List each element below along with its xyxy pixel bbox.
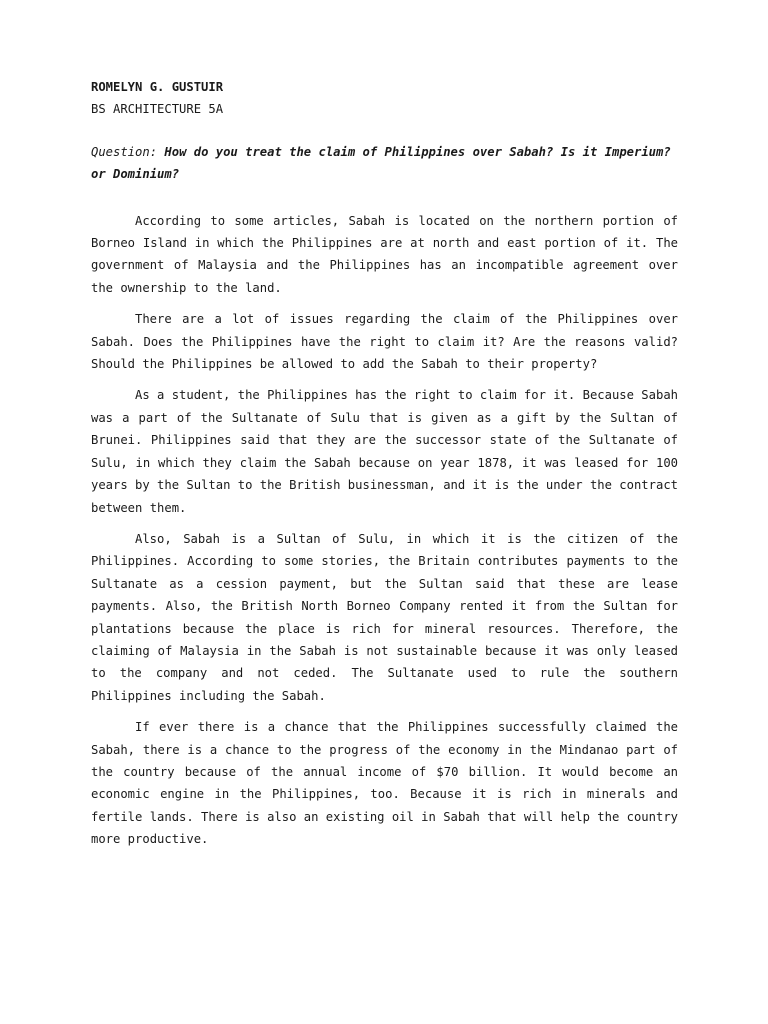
paragraph: According to some articles, Sabah is located on the northern portion of Borneo Island in which the Philippines are at north and east portion of it. The government of Malaysia and the Philippines has an incompatible agreement over the ownership to the land. — [91, 213, 678, 295]
question — [91, 141, 678, 186]
document-page — [91, 76, 678, 860]
paragraph: Also, Sabah is a Sultan of Sulu, in which it is the citizen of the Philippines. According to some stories, the Britain contributes payments to the Sultanate as a cession payment, but the Sultan said that these are lease payments. Also, the British North Borneo Company rented it from the Sultan for plantations because the place is rich for mineral resources. Therefore, the claiming of Malaysia in the Sabah is not sustainable because it was only leased to the company and not ceded. The Sultanate used to rule the southern Philippines including the Sabah. — [91, 531, 678, 703]
question-text: How do you treat the claim of Philippines over Sabah? Is it Imperium? or Dominium? — [91, 144, 671, 182]
question-label: Question: — [91, 144, 158, 159]
author-name: ROMELYN G. GUSTUIR — [91, 80, 224, 94]
paragraph: If ever there is a chance that the Philippines successfully claimed the Sabah, there is a chance to the progress of the economy in the Mindanao part of the country because of the annual income of $70 billion. It would become an economic engine in the Philippines, too. Because it is rich in minerals and fertile lands. There is also an existing oil in Sabah that will help the country more productive. — [91, 720, 678, 847]
essay-body — [91, 210, 678, 851]
paragraph: There are a lot of issues regarding the claim of the Philippines over Sabah. Does the Philippines have the right to claim it? Are the reasons valid? Should the Philippines be allowed to add the Sabah to their property? — [91, 312, 678, 372]
paragraph: As a student, the Philippines has the right to claim for it. Because Sabah was a part of the Sultanate of Sulu that is given as a gift by the Sultan of Brunei. Philippines said that they are the successor state of the Sultanate of Sulu, in which they claim the Sabah because on year 1878, it was leased for 100 years by the Sultan to the British businessman, and it is the under the contract between them. — [91, 388, 678, 515]
course-section: BS ARCHITECTURE 5A — [91, 102, 224, 117]
